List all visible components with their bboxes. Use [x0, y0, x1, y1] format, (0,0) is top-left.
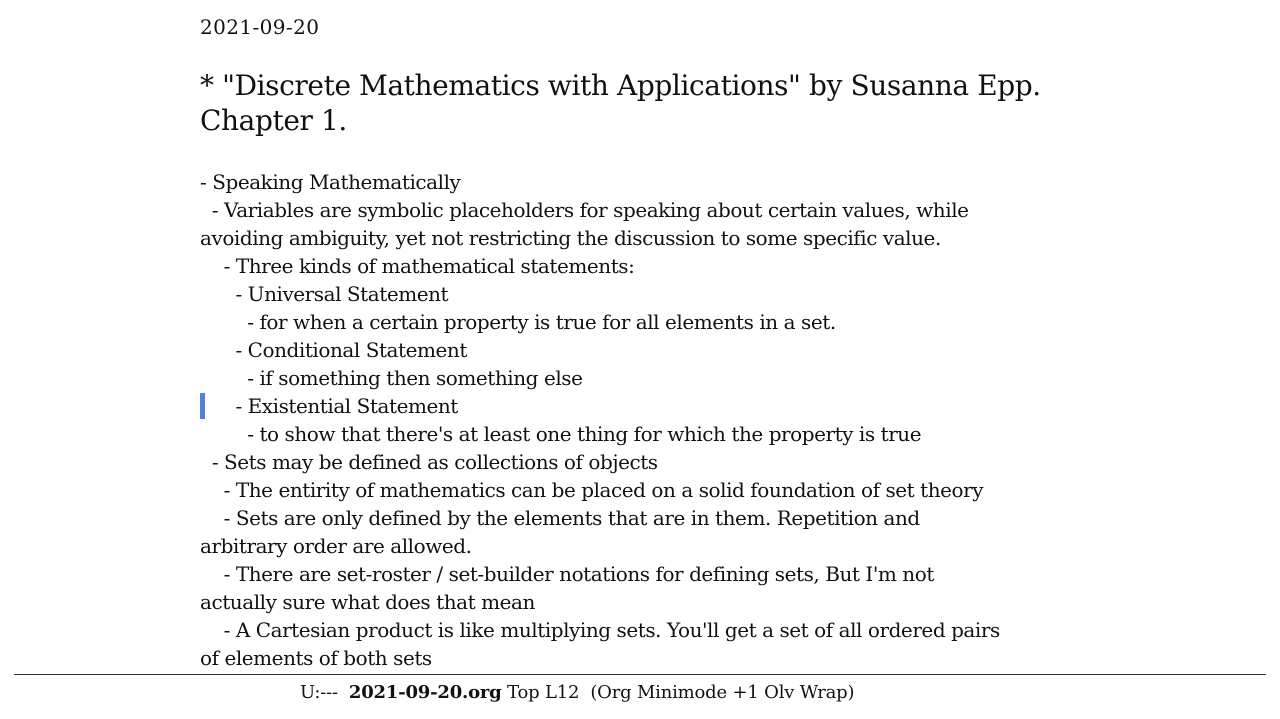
- text-line: - Speaking Mathematically: [200, 170, 461, 194]
- text-line-current: - Existential Statement: [200, 394, 458, 418]
- buffer-filename[interactable]: 2021-09-20.org: [348, 682, 502, 703]
- buffer-status: U:---: [300, 682, 338, 703]
- date-line: 2021-09-20: [200, 15, 320, 39]
- text-line: - There are set-roster / set-builder notations for defining sets, But I'm not: [200, 562, 934, 586]
- text-line: - A Cartesian product is like multiplying sets. You'll get a set of all ordered pairs: [200, 618, 1000, 642]
- text-line: - Conditional Statement: [200, 338, 467, 362]
- text-line: - Sets are only defined by the elements that are in them. Repetition and: [200, 506, 920, 530]
- major-minor-modes[interactable]: (Org Minimode +1 Olv Wrap): [590, 682, 855, 703]
- text-line: - if something then something else: [200, 366, 583, 390]
- text-line: - Variables are symbolic placeholders for speaking about certain values, while: [200, 198, 969, 222]
- text-line: - Three kinds of mathematical statements:: [200, 254, 635, 278]
- buffer-position: Top L12: [507, 682, 580, 703]
- text-line: - to show that there's at least one thing for which the property is true: [200, 422, 922, 446]
- text-line: - The entirity of mathematics can be placed on a solid foundation of set theory: [200, 478, 984, 502]
- text-line: - Universal Statement: [200, 282, 449, 306]
- text-line: actually sure what does that mean: [200, 590, 535, 614]
- text-line: avoiding ambiguity, yet not restricting the discussion to some specific value.: [200, 226, 941, 250]
- text-line: of elements of both sets: [200, 646, 432, 670]
- mode-line[interactable]: [14, 674, 1266, 711]
- org-heading: * "Discrete Mathematics with Applications" by Susanna Epp. Chapter 1.: [200, 69, 1041, 137]
- text-line: - for when a certain property is true for all elements in a set.: [200, 310, 836, 334]
- text-line: - Sets may be defined as collections of objects: [200, 450, 658, 474]
- body-text: [200, 168, 1080, 672]
- text-line: arbitrary order are allowed.: [200, 534, 472, 558]
